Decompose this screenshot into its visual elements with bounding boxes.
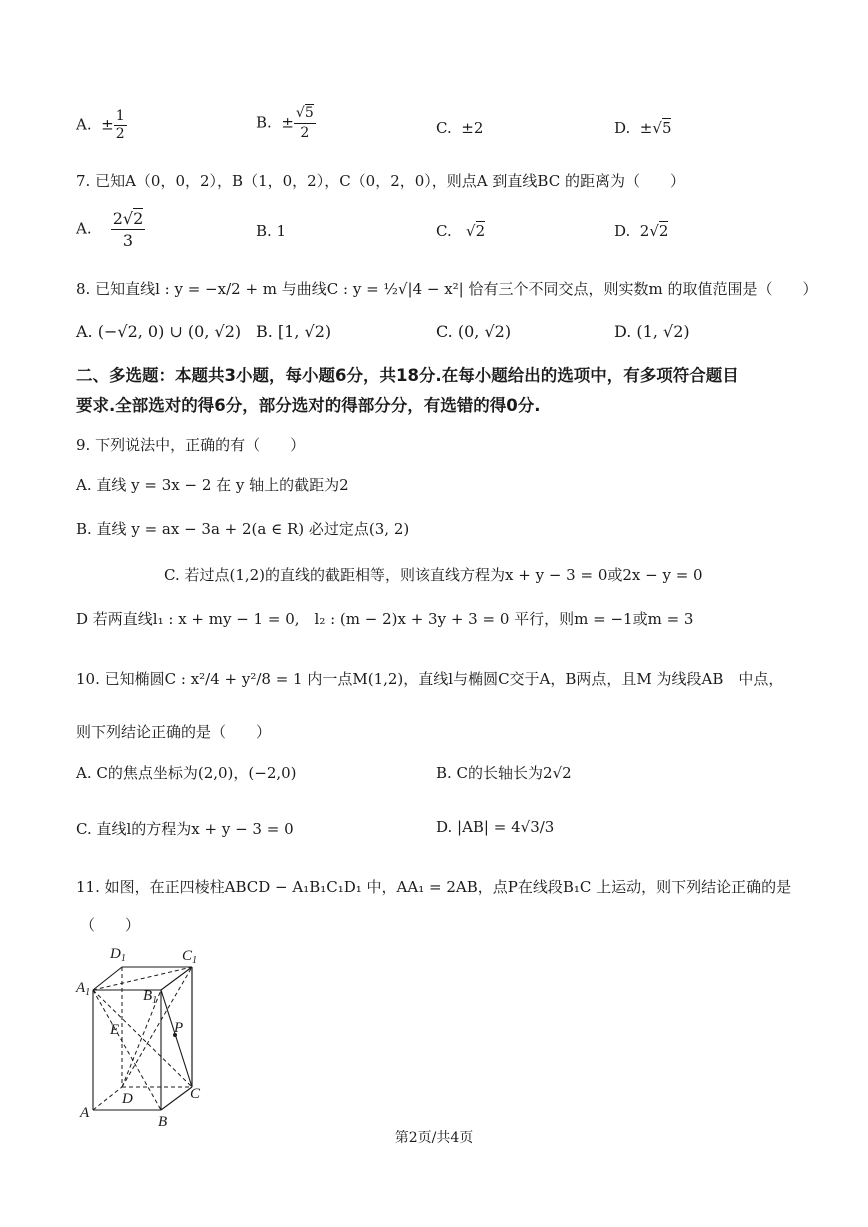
q9-option-d: D 若两直线l₁ : x + my − 1 = 0, l₂ : (m − 2)x + 3y + 3 = 0 平行，则m = −1或m = 3 — [76, 610, 694, 628]
q8-option-c: C. (0, √2) — [436, 322, 512, 341]
q7-option-a: A. $\frac{2√2}{3}$ — [76, 209, 144, 250]
section-heading-line1: 二、多选题：本题共3小题，每小题6分，共18分.在每小题给出的选项中，有多项符合题目 — [76, 366, 739, 385]
label-p: P — [174, 1020, 184, 1036]
q8-stem: 8. 已知直线l : y = −x/2 + m 与曲线C : y = ½√|4 − x²| 恰有三个不同交点，则实数m 的取值范围是（ ） — [76, 280, 818, 298]
label-d1: $D_1$ — [110, 946, 126, 964]
q8-option-d: D. (1, √2) — [614, 322, 690, 341]
q9-option-a: A. 直线 y = 3x − 2 在 y 轴上的截距为2 — [76, 476, 349, 494]
q7-stem: 7. 已知A（0，0，2），B（1，0，2），C（0，2，0），则点A 到直线BC 的距离为（ ） — [76, 172, 685, 190]
q7-option-c: C. √2 — [436, 222, 486, 240]
q11-stem-cont: （ ） — [80, 916, 141, 934]
q6-option-d: D. ±√5 — [614, 119, 672, 137]
q7-option-d: D. 2√2 — [614, 222, 669, 240]
label-c: C — [190, 1086, 201, 1102]
q10-option-d: D. |AB| = 4√3/3 — [436, 818, 555, 836]
q6-option-b: B. ± $\frac{√5}{2}$ — [256, 105, 314, 141]
label-b: B — [158, 1114, 168, 1130]
label-a: A — [80, 1105, 90, 1121]
q10-option-b: B. C的长轴长为2√2 — [436, 764, 572, 782]
prism-figure — [70, 940, 220, 1130]
label-c1: $C_1$ — [182, 948, 198, 966]
label-b1: $B_1$ — [143, 988, 158, 1006]
label-d: D — [122, 1091, 133, 1107]
q10-stem-cont: 则下列结论正确的是（ ） — [76, 723, 272, 741]
page-footer: 第2页/共4页 — [394, 1130, 474, 1146]
q10-option-a: A. C的焦点坐标为(2,0)，(−2,0) — [76, 764, 297, 782]
q6-option-c: C. ±2 — [436, 119, 484, 137]
label-a1: $A_1$ — [76, 980, 91, 998]
label-e: E — [110, 1022, 120, 1038]
section-heading — [76, 361, 796, 421]
q10-stem: 10. 已知椭圆C : x²/4 + y²/8 = 1 内一点M(1,2)，直线l与椭圆C交于A，B两点，且M 为线段AB 中点， — [76, 670, 784, 688]
q8-option-b: B. [1, √2) — [256, 322, 332, 341]
q9-option-b: B. 直线 y = ax − 3a + 2(a ∈ R) 必过定点(3, 2) — [76, 520, 410, 538]
q9-stem: 9. 下列说法中，正确的有（ ） — [76, 436, 306, 454]
q8-option-a: A. (−√2, 0) ∪ (0, √2) — [76, 322, 242, 341]
q11-stem: 11. 如图，在正四棱柱ABCD − A₁B₁C₁D₁ 中，AA₁ = 2AB，点P在线段B₁C 上运动，则下列结论正确的是 — [76, 878, 792, 896]
q10-option-c: C. 直线l的方程为x + y − 3 = 0 — [76, 820, 294, 838]
section-heading-line2: 要求.全部选对的得6分，部分选对的得部分分，有选错的得0分. — [76, 396, 541, 415]
q7-option-b: B. 1 — [256, 222, 287, 240]
q9-option-c: C. 若过点(1,2)的直线的截距相等，则该直线方程为x + y − 3 = 0或2x − y = 0 — [164, 566, 703, 584]
q6-option-a: A. ± $\frac{1}{2}$ — [76, 108, 125, 142]
